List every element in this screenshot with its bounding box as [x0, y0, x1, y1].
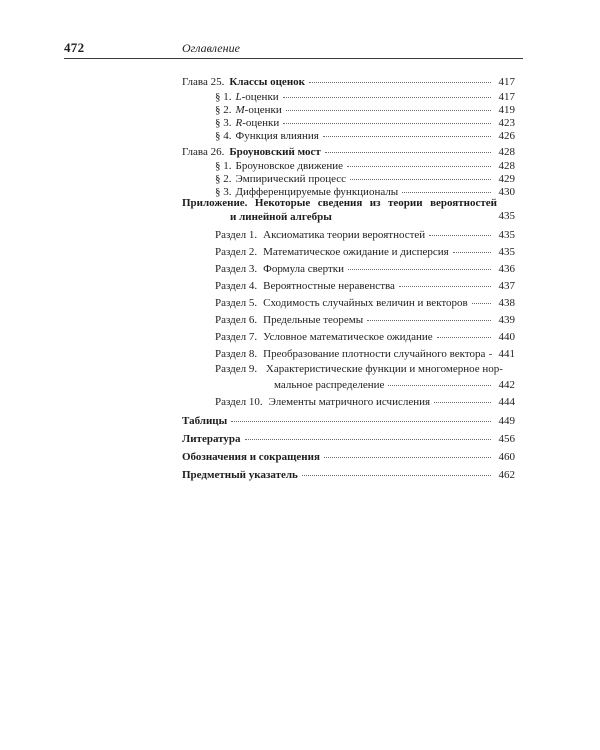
section-label: Раздел 2.	[215, 246, 258, 258]
section-page: 441	[498, 348, 515, 360]
chapter-label: Глава 25.	[182, 76, 225, 88]
section-page: 430	[498, 186, 515, 198]
toc-appendix-section[interactable]	[215, 277, 515, 293]
leader-dots	[399, 275, 491, 287]
section-page: 438	[498, 297, 515, 309]
section-title: Броуновское движение	[235, 160, 344, 172]
section-title-line1: Характеристические функции и многомерное нор-	[265, 363, 503, 375]
leader-dots	[437, 326, 491, 338]
section-page: 444	[498, 396, 515, 408]
page-number: 472	[64, 40, 85, 55]
section-page: 437	[498, 280, 515, 292]
leader-dots	[388, 374, 491, 386]
section-page: 423	[498, 117, 515, 129]
entry-page: 460	[498, 451, 515, 463]
section-label: § 2.	[215, 173, 232, 185]
section-title: Аксиоматика теории вероятностей	[263, 229, 426, 241]
toc-appendix-section[interactable]	[215, 260, 515, 276]
toc-appendix-section[interactable]	[215, 393, 515, 409]
section-label: Раздел 8.	[215, 348, 258, 360]
section-page: 442	[498, 379, 515, 391]
toc-index[interactable]	[182, 466, 515, 482]
section-label: § 2.	[215, 104, 232, 116]
leader-dots	[350, 168, 491, 180]
section-title: Эмпирический процесс	[235, 173, 347, 185]
leader-dots	[472, 292, 491, 304]
section-label: Раздел 7.	[215, 331, 258, 343]
entry-page: 462	[498, 469, 515, 481]
entry-page: 449	[498, 415, 515, 427]
section-page: 440	[498, 331, 515, 343]
appendix-page: 435	[498, 210, 515, 222]
leader-dots	[325, 141, 491, 153]
section-title: Условное математическое ожидание	[263, 331, 433, 343]
entry-title: Предметный указатель	[182, 469, 298, 481]
section-title: Математическое ожидание и дисперсия	[263, 246, 449, 258]
section-title: R-оценки	[235, 117, 280, 129]
entry-title: Таблицы	[182, 415, 228, 427]
appendix-page-row	[495, 209, 515, 223]
leader-dots	[245, 428, 491, 440]
section-page: 429	[498, 173, 515, 185]
toc-appendix-section[interactable]	[215, 226, 515, 242]
chapter-title: Классы оценок	[229, 76, 305, 88]
chapter-page: 428	[498, 146, 515, 158]
leader-dots	[283, 86, 491, 98]
section-label: Раздел 3.	[215, 263, 258, 275]
toc-appendix-section[interactable]	[215, 345, 515, 361]
leader-dots	[348, 258, 491, 270]
section-title: Дифференцируемые функционалы	[235, 186, 399, 198]
section-title: Сходимость случайных величин и векторов	[263, 297, 468, 309]
section-label: Раздел 5.	[215, 297, 258, 309]
section-title: Вероятностные неравенства	[263, 280, 395, 292]
section-label: § 3.	[215, 117, 232, 129]
toc-appendix-section-9-cont[interactable]	[274, 376, 515, 392]
toc-appendix-section[interactable]	[215, 328, 515, 344]
chapter-label: Глава 26.	[182, 146, 225, 158]
toc-appendix-title[interactable]	[182, 196, 497, 224]
section-label: § 1.	[215, 160, 232, 172]
toc-notation[interactable]	[182, 448, 515, 464]
section-label: Раздел 9.	[215, 363, 258, 375]
section-label: Раздел 10.	[215, 396, 263, 408]
appendix-title-line1: Приложение. Некоторые сведения из теории вероятностей	[182, 197, 497, 209]
leader-dots	[453, 241, 491, 253]
section-label: Раздел 4.	[215, 280, 258, 292]
leader-dots	[302, 464, 491, 476]
section-label: § 3.	[215, 186, 232, 198]
leader-dots	[283, 112, 491, 124]
toc-appendix-section[interactable]	[215, 243, 515, 259]
leader-dots	[324, 446, 491, 458]
section-label: Раздел 6.	[215, 314, 258, 326]
section-page: 435	[498, 246, 515, 258]
leader-dots	[347, 155, 491, 167]
leader-dots	[286, 99, 491, 111]
leader-dots	[323, 125, 491, 137]
toc-appendix-section[interactable]	[215, 311, 515, 327]
toc-appendix-section[interactable]	[215, 294, 515, 310]
section-title-line2: мальное распределение	[274, 379, 385, 391]
appendix-title-line2: и линейной алгебры	[230, 211, 332, 223]
section-title: Предельные теоремы	[263, 314, 364, 326]
toc-bibliography[interactable]	[182, 430, 515, 446]
section-title: M-оценки	[235, 104, 282, 116]
leader-dots	[489, 343, 491, 355]
chapter-page: 417	[498, 76, 515, 88]
section-title: Элементы матричного исчисления	[268, 396, 431, 408]
section-label: § 1.	[215, 91, 232, 103]
section-title: Формула свертки	[263, 263, 345, 275]
entry-title: Литература	[182, 433, 241, 445]
entry-title: Обозначения и сокращения	[182, 451, 320, 463]
leader-dots	[231, 410, 491, 422]
leader-dots	[434, 391, 491, 403]
running-title: Оглавление	[182, 41, 240, 55]
leader-dots	[367, 309, 491, 321]
section-label: Раздел 1.	[215, 229, 258, 241]
chapter-title: Броуновский мост	[229, 146, 321, 158]
section-page: 439	[498, 314, 515, 326]
section-label: § 4.	[215, 130, 232, 142]
section-page: 426	[498, 130, 515, 142]
section-title: Преобразование плотности случайного вектора	[263, 348, 486, 360]
section-page: 417	[498, 91, 515, 103]
section-page: 428	[498, 160, 515, 172]
leader-dots	[429, 224, 491, 236]
leader-dots	[309, 71, 491, 83]
header-rule	[64, 58, 523, 59]
page-header	[64, 40, 523, 58]
section-title: Функция влияния	[235, 130, 319, 142]
entry-page: 456	[498, 433, 515, 445]
toc-tables[interactable]	[182, 412, 515, 428]
section-page: 419	[498, 104, 515, 116]
section-page: 436	[498, 263, 515, 275]
leader-dots	[402, 181, 491, 193]
section-page: 435	[498, 229, 515, 241]
section-title: L-оценки	[235, 91, 279, 103]
